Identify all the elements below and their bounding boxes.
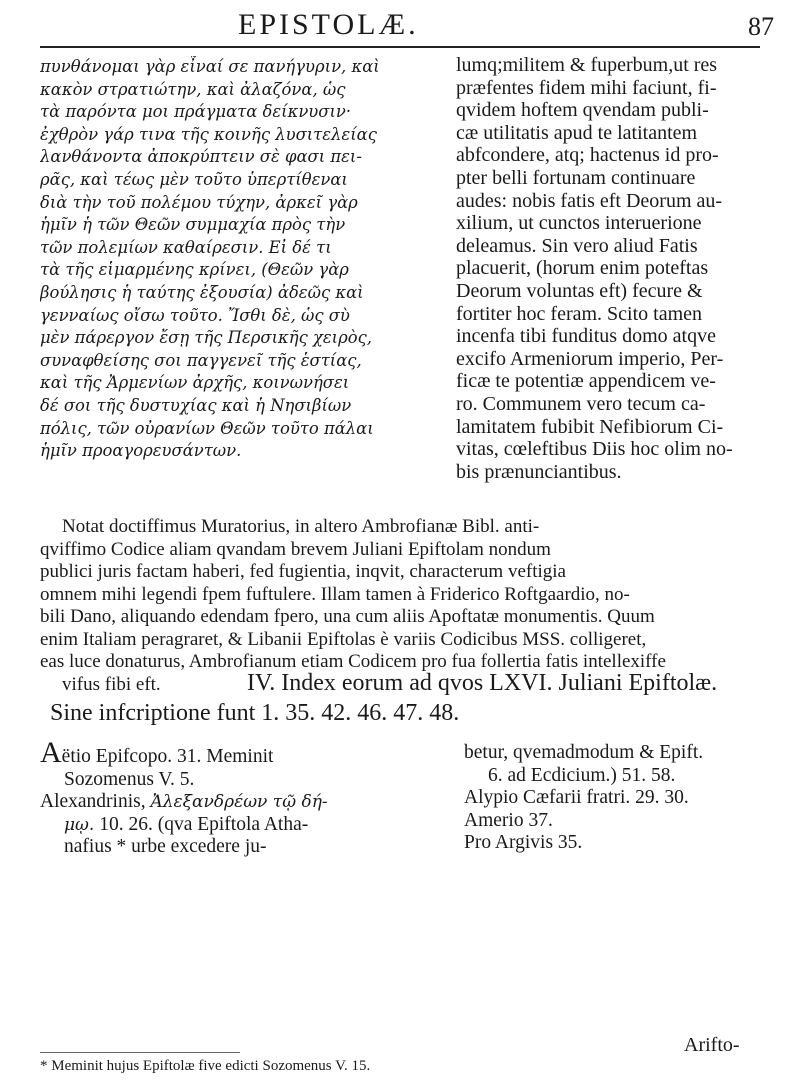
latin-line: abfcondere, atq; hactenus id pro- [456,144,719,167]
latin-line: bis prænunciantibus. [456,460,622,483]
greek-line: πόλις, τῶν οὐρανίων Θεῶν τοῦτο πάλαι [40,418,374,438]
index-title: IV. Index eorum ad qvos LXVI. Juliani Epiftolæ. [247,670,718,696]
note-line: publici juris factam haberi, fed fugientia, inqvit, characterum veftigia [40,561,566,582]
greek-line: κακὸν στρατιώτην, καὶ ἀλαζόνα, ὡς [40,79,346,99]
index-column-right [464,742,784,855]
latin-line: lumq;militem & fuperbum,ut res [456,54,718,76]
note-line: enim Italiam peragraret, & Libanii Epiftolas è variis Codicibus MSS. colligeret, [40,628,647,650]
index-entry: betur, qvemadmodum & Epift. [464,742,704,763]
latin-line: incenfa tibi funditus domo atqve [456,325,716,348]
index-entry: Sozomenus V. 5. [64,768,195,790]
latin-line: ro. Communem vero tecum ca- [456,392,706,415]
running-title: EPISTOLÆ. [238,8,419,41]
latin-line: fortiter hoc feram. Scito tamen [456,302,703,325]
drop-cap: A [40,736,62,769]
latin-line: pter belli fortunam continuare [456,166,696,189]
catchword: Arifto- [684,1034,740,1056]
greek-column [40,56,440,463]
latin-line: excifo Armeniorum imperio, Per- [456,347,724,370]
note-line: bili Dano, aliquando edendam fpero, una cum aliis Apoftatæ monumentis. Quum [40,606,655,627]
index-entry: Pro Argivis 35. [464,832,583,854]
index-entry: nafius * urbe excedere ju- [64,836,267,858]
greek-line: πυνθάνομαι γὰρ εἶναί σε πανήγυριν, καὶ [40,57,380,76]
greek-line: καὶ τῆς Ἀρμενίων ἀρχῆς, κοινωνήσει [40,373,350,393]
index-entry: Alypio Cæfarii fratri. 29. 30. [464,787,689,809]
header-rule [40,46,760,48]
latin-line: placuerit, (horum enim poteftas [456,257,709,280]
latin-column [456,54,776,483]
index-entry: 6. ad Ecdicium.) 51. 58. [488,764,676,786]
note-line: Notat doctiffimus Muratorius, in altero Ambrofianæ Bibl. anti- [62,516,540,537]
greek-line: δέ σοι τῆς δυστυχίας καὶ ἡ Νησιβίων [40,395,352,415]
greek-line: τῶν πολεμίων καθαίρεσιν. Εἰ δέ τι [40,237,332,257]
latin-line: lamitatem fubibit Nefibiorum Ci- [456,415,724,438]
index-column-left [40,736,410,859]
latin-line: xilium, ut cunctos interuerione [456,212,702,235]
greek-line: λανθάνοντα ἀποκρύπτειν σὲ φασι πει- [40,147,362,167]
latin-line: audes: nobis fatis eft Deorum au- [456,189,723,212]
greek-line: βούλησις ἡ ταύτης ἐξουσία) ἀδεῶς καὶ [40,282,364,302]
footnote-rule [40,1052,240,1053]
index-entry: Alexandrinis, Ἀλεξανδρέων τῷ δή- [40,791,328,813]
latin-line: præfentes fidem mihi faciunt, fi- [456,76,717,99]
latin-line: vitas, cœleftibus Diis hoc olim no- [456,438,733,461]
greek-line: διὰ τὴν τοῦ πολέμου τύχην, ἀρκεῖ γὰρ [40,192,358,212]
greek-line: συναφθείσης σοι παγγενεῖ τῆς ἑστίας, [40,350,362,370]
greek-line: μὲν πάρεργον ἔσῃ τῆς Περσικῆς χειρὸς, [40,328,373,348]
note-line: qviffimo Codice aliam qvandam brevem Juliani Epiftolam nondum [40,538,551,560]
latin-line: ficæ te potentiæ appendicem ve- [456,370,716,393]
index-entry: μῳ. 10. 26. (qva Epiftola Atha- [64,813,309,835]
latin-line: deleamus. Sin vero aliud Fatis [456,234,698,257]
greek-line: ἡμῖν προαγορευσάντων. [40,441,242,461]
note-line: vifus fibi eft. [62,673,161,695]
note-line: omnem mihi legendi fpem fuftulere. Illam tamen à Friderico Roftgaardio, no- [40,583,630,605]
note-line: eas luce donaturus, Ambrofianum etiam Codicem pro fua follertia fatis intellexiffe [40,651,666,672]
footnote: * Meminit hujus Epiftolæ five edicti Sozomenus V. 15. [40,1058,371,1074]
greek-line: ἐχθρὸν γάρ τινα τῆς κοινῆς λυσιτελείας [40,124,377,144]
page-header [0,8,800,48]
latin-line: cæ utilitatis apud te latitantem [456,121,698,144]
greek-line: ἡμῖν ἡ τῶν Θεῶν συμμαχία πρὸς τὴν [40,215,346,235]
index-entry: Aëtio Epifcopo. 31. Meminit [40,736,274,769]
latin-line: Deorum voluntas eft) fecure & [456,279,703,302]
greek-line: τὰ τῆς εἱμαρμένης κρίνει, (Θεῶν γὰρ [40,260,349,280]
page-number: 87 [748,12,774,41]
index-subtitle: Sine infcriptione funt 1. 35. 42. 46. 47. 48. [50,700,460,726]
greek-line: τὰ παρόντα μοι πράγματα δείκνυσιν· [40,102,352,122]
index-entry: Amerio 37. [464,809,553,831]
greek-line: ρᾶς, καὶ τέως μὲν τοῦτο ὑπερτίθεναι [40,169,348,189]
index-heading [40,668,780,728]
latin-line: qvidem hoftem qvendam publi- [456,99,709,122]
greek-line: γενναίως οἴσω τοῦτο. Ἴσθι δὲ, ὡς σὺ [40,305,350,325]
